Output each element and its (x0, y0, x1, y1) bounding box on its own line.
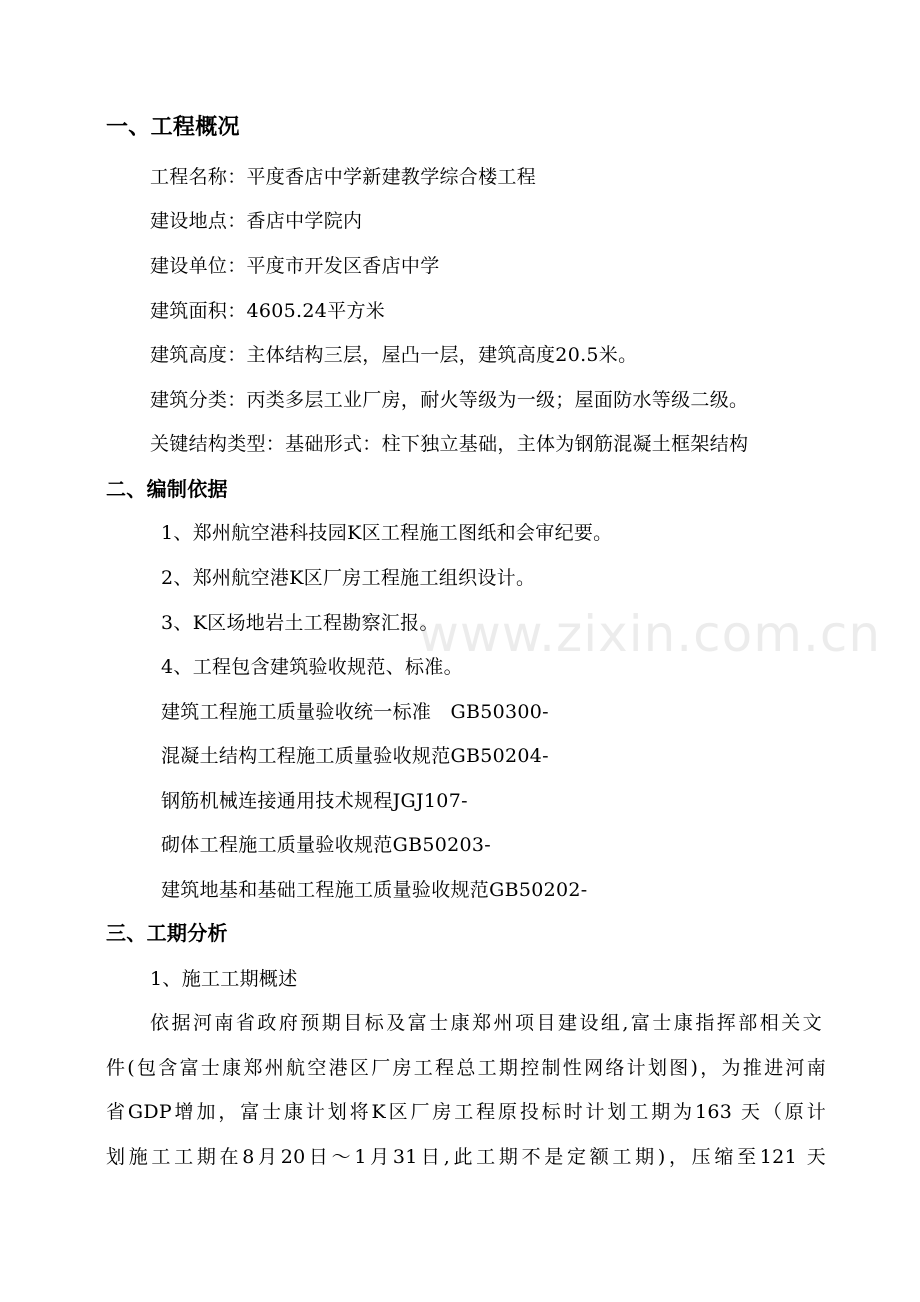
standard-line-1: 建筑工程施工质量验收统一标准 GB50300- (161, 701, 549, 723)
watermark: www.zixin.com.cn (418, 605, 882, 663)
schedule-paragraph-line-2: 件(包含富士康郑州航空港区厂房工程总工期控制性网络计划图)，为推进河南 (106, 1057, 826, 1079)
section-heading-overview: 一、工程概况 (106, 115, 240, 140)
schedule-paragraph-line-1: 依据河南省政府预期目标及富士康郑州项目建设组,富士康指挥部相关文 (150, 1012, 822, 1034)
construction-site-line: 建设地点：香店中学院内 (150, 210, 363, 232)
basis-item-3: 3、K区场地岩土工程勘察汇报。 (161, 612, 439, 634)
section-heading-schedule: 三、工期分析 (106, 921, 228, 945)
schedule-subheading: 1、施工工期概述 (150, 968, 298, 990)
structure-type-line: 关键结构类型：基础形式：柱下独立基础，主体为钢筋混凝土框架结构 (150, 433, 749, 455)
building-classification-line: 建筑分类：丙类多层工业厂房，耐火等级为一级；屋面防水等级二级。 (150, 389, 749, 411)
standard-line-3: 钢筋机械连接通用技术规程JGJ107- (161, 790, 468, 812)
standard-line-5: 建筑地基和基础工程施工质量验收规范GB50202- (161, 879, 588, 901)
project-name-line: 工程名称：平度香店中学新建教学综合楼工程 (150, 166, 537, 188)
building-area-line: 建筑面积：4605.24平方米 (150, 300, 386, 322)
building-height-line: 建筑高度：主体结构三层，屋凸一层，建筑高度20.5米。 (150, 344, 638, 366)
basis-item-1: 1、郑州航空港科技园K区工程施工图纸和会审纪要。 (161, 522, 613, 544)
section-heading-basis: 二、编制依据 (106, 477, 228, 501)
schedule-paragraph-line-3: 省GDP增加，富士康计划将K区厂房工程原投标时计划工期为163 天（原计 (106, 1101, 826, 1123)
owner-line: 建设单位：平度市开发区香店中学 (150, 255, 440, 277)
standard-line-2: 混凝土结构工程施工质量验收规范GB50204- (161, 745, 549, 767)
basis-item-4: 4、工程包含建筑验收规范、标准。 (161, 656, 463, 678)
basis-item-2: 2、郑州航空港K区厂房工程施工组织设计。 (161, 567, 536, 589)
schedule-paragraph-line-4: 划施工工期在8月20日～1月31日,此工期不是定额工期)，压缩至121 天 (106, 1146, 826, 1168)
standard-line-4: 砌体工程施工质量验收规范GB50203- (161, 834, 492, 856)
